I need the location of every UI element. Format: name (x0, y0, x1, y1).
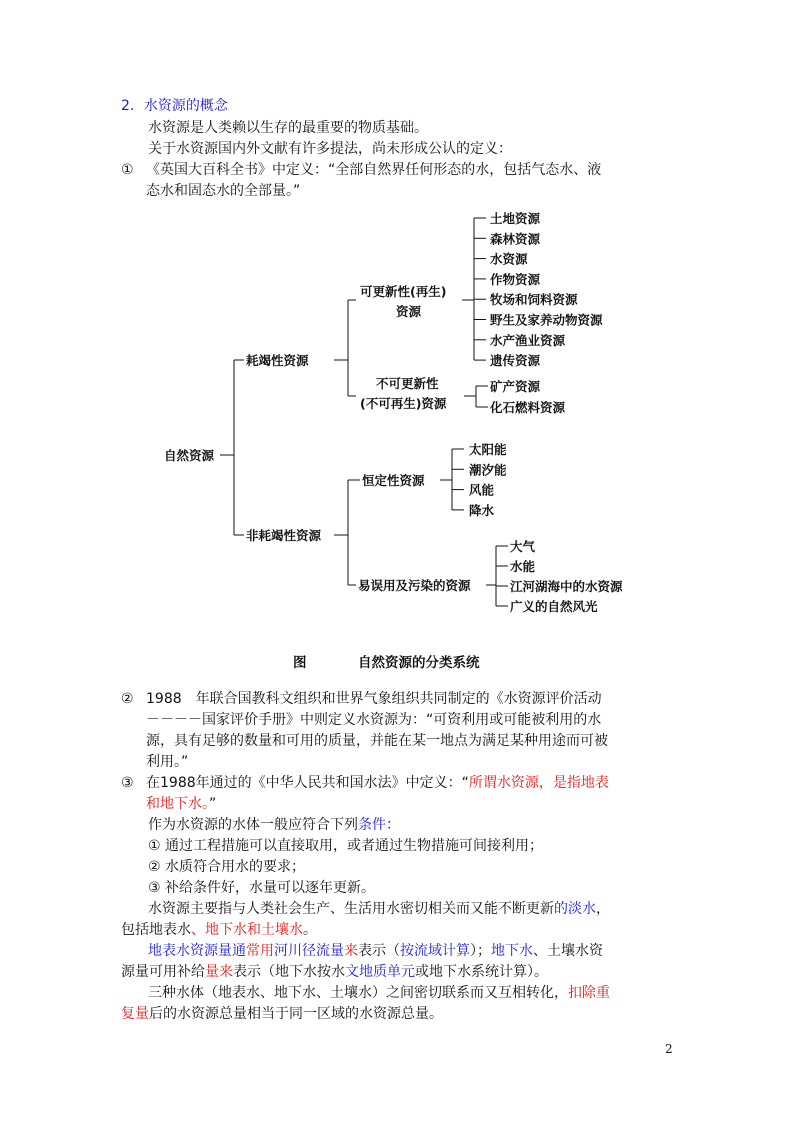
text-run: 表示（地下水按水 (233, 964, 345, 980)
text-run: ： (386, 817, 400, 833)
page-number: 2 (665, 1042, 673, 1056)
tree-leaf: 江河湖海中的水资源 (510, 579, 623, 594)
text-run: ” (209, 796, 217, 812)
condition-item: ② 水质符合用水的要求； (148, 859, 306, 875)
text-run: 包括地表水 (121, 922, 191, 938)
tree-leaf: 大气 (510, 539, 536, 554)
highlight-text: 按流域计算 (400, 943, 470, 959)
paragraph-line: 水资源是人类赖以生存的最重要的物质基础。 (148, 120, 428, 136)
tree-leaf: 牧场和饲料资源 (490, 292, 578, 308)
tree-nonrenewable-line1: 不可更新性 (376, 376, 439, 391)
paragraph-line: 关于水资源国内外文献有许多提法，尚未形成公认的定义： (148, 141, 512, 157)
paragraph-line (121, 1004, 443, 1024)
definition-line: 1988 年联合国教科文组织和世界气象组织共同制定的《水资源评价活动 (146, 691, 602, 707)
definition-line: 态水和固态水的全部量。” (146, 183, 301, 199)
tree-root: 自然资源 (164, 448, 215, 463)
highlight-text: 河川径流量 (274, 943, 344, 959)
tree-leaf: 水资源 (490, 251, 528, 267)
figure-label: 图 (293, 655, 307, 671)
tree-inexhaustible: 非耗竭性资源 (246, 528, 322, 543)
highlight-text: 条件 (358, 817, 386, 833)
tree-misuse: 易误用及污染的资源 (358, 578, 471, 593)
text-run: 三种水体（地表水、地下水、土壤水）之间密切联系而又互相转化， (148, 985, 568, 1001)
text-run: ， (596, 901, 610, 917)
tree-exhaustible: 耗竭性资源 (246, 353, 309, 368)
tree-leaf: 遗传资源 (490, 353, 541, 369)
tree-leaf: 风能 (469, 482, 495, 498)
tree-leaf: 土地资源 (490, 211, 541, 226)
text-run: ）； (470, 943, 491, 959)
highlight-text: 常用 (246, 943, 274, 959)
tree-constant: 恒定性资源 (362, 473, 425, 488)
text-run: 作为水资源的水体一般应符合下列 (148, 817, 358, 833)
text-run: 或地下水系统计算）。 (415, 964, 548, 980)
tree-leaf: 水产渔业资源 (490, 332, 566, 348)
highlight-text: 地下水 (491, 943, 533, 959)
highlight-text: 地表水资源量通 (148, 943, 246, 959)
paragraph-line (148, 815, 400, 835)
tree-leaf: 森林资源 (490, 231, 541, 247)
condition-item: ① 通过工程措施可以直接取用，或者通过生物措施可间接利用； (148, 838, 543, 854)
highlight-text: 所谓水资源，是指地表 (468, 775, 609, 791)
text-run: 表示（ (358, 943, 400, 959)
tree-leaf: 作物资源 (490, 271, 541, 287)
tree-leaf: 潮汐能 (469, 462, 507, 478)
highlight-text: 、地下水和土壤水 (191, 922, 303, 938)
definition-line (146, 794, 216, 814)
tree-leaf: 太阳能 (469, 442, 507, 457)
paragraph-line (148, 899, 610, 919)
highlight-text: 的淡水 (554, 901, 596, 917)
highlight-text: 量来 (205, 964, 233, 980)
highlight-text: 来 (344, 943, 358, 959)
text-run: 、土壤水资 (533, 943, 603, 959)
condition-item: ③ 补给条件好，水量可以逐年更新。 (148, 880, 376, 896)
tree-renewable-line2: 资源 (396, 304, 422, 319)
tree-renewable-line1: 可更新性(再生) (360, 284, 447, 299)
definition-line: 利用。” (146, 754, 189, 770)
tree-leaf: 矿产资源 (490, 379, 541, 394)
text-run: 后的水资源总量相当于同一区域的水资源总量。 (149, 1006, 443, 1022)
definition-line: 源，具有足够的数量和可用的质量，并能在某一地点为满足某种用途而可被 (146, 733, 608, 749)
paragraph-line (121, 962, 548, 982)
text-run: 水资源主要指与人类社会生产、生活用水密切相关而又能不断更新 (148, 901, 554, 917)
definition-line: －－－－国家评价手册》中则定义水资源为：“可资利用或可能被利用的水 (146, 712, 602, 728)
tree-leaf: 广义的自然风光 (510, 599, 598, 614)
text-run: 在1988年通过的《中华人民共和国水法》中定义：“ (146, 775, 469, 791)
tree-leaf: 水能 (510, 559, 536, 574)
tree-nonrenewable-line2: (不可再生)资源 (360, 396, 447, 411)
tree-leaf: 野生及家养动物资源 (490, 312, 603, 328)
definition-line (146, 773, 609, 793)
highlight-text: 扣除重 (568, 985, 610, 1001)
figure-caption: 自然资源的分类系统 (358, 655, 480, 671)
section-heading: 2．水资源的概念 (121, 98, 228, 114)
definition-number: ③ (121, 775, 134, 791)
text-run: 。 (303, 922, 317, 938)
definition-number: ② (121, 691, 134, 707)
definition-number: ① (121, 162, 134, 178)
definition-line: 《英国大百科全书》中定义：“全部自然界任何形态的水，包括气态水、液 (146, 162, 602, 178)
highlight-text: 复量 (121, 1006, 149, 1022)
highlight-text: 文地质单元 (345, 964, 415, 980)
text-run: 源量可用补给 (121, 964, 205, 980)
paragraph-line (148, 983, 610, 1003)
tree-leaf: 化石燃料资源 (490, 400, 566, 415)
paragraph-line (121, 920, 317, 940)
tree-leaf: 降水 (469, 502, 495, 518)
paragraph-line (148, 941, 603, 961)
highlight-text: 和地下水。 (146, 796, 209, 812)
